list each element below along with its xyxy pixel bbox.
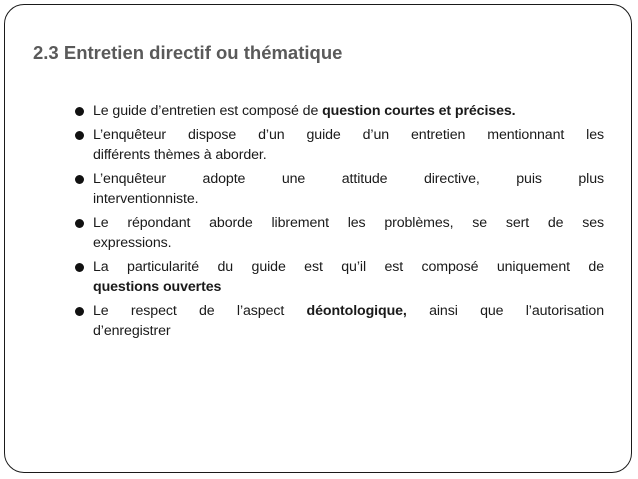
bullet-line-2: différents thèmes à aborder.: [93, 147, 267, 163]
bullet-line-1: La particularité du guide est qu’il est composé uniquement de: [93, 259, 604, 275]
list-item: [73, 101, 604, 121]
bullet-icon: [75, 107, 84, 116]
bullet-icon: [75, 131, 84, 140]
bullet-line-1: Le répondant aborde librement les problèmes, se sert de ses: [93, 215, 604, 231]
bullet-text-bold: déontologique,: [306, 303, 407, 319]
list-item: [73, 213, 604, 253]
bullet-line-2: interventionniste.: [93, 191, 199, 207]
bullet-text-part: Le guide d’entretien est composé de: [93, 103, 323, 119]
bullet-line-1: L’enquêteur adopte une attitude directive, puis plus: [93, 171, 604, 187]
bullet-text-part: ainsi que l’autorisation: [406, 303, 604, 319]
bullet-icon: [75, 219, 84, 228]
bullet-line-2-bold: questions ouvertes: [93, 279, 222, 295]
bullet-icon: [75, 175, 84, 184]
list-item: [73, 301, 604, 341]
bullet-line-2: d’enregistrer: [93, 323, 171, 339]
slide-title: 2.3 Entretien directif ou thématique: [33, 42, 343, 63]
slide-frame: [4, 4, 632, 473]
bullet-icon: [75, 263, 84, 272]
bullet-list: [73, 101, 604, 345]
list-item: [73, 125, 604, 165]
bullet-line-1: L’enquêteur dispose d’un guide d’un entretien mentionnant les: [93, 127, 604, 143]
bullet-line-2: expressions.: [93, 235, 172, 251]
bullet-line-1: [93, 301, 604, 321]
bullet-text: [93, 101, 604, 121]
bullet-text-part: Le respect de l’aspect: [93, 303, 307, 319]
list-item: [73, 169, 604, 209]
bullet-text-bold: question courtes et précises.: [322, 103, 516, 119]
bullet-icon: [75, 307, 84, 316]
list-item: [73, 257, 604, 297]
